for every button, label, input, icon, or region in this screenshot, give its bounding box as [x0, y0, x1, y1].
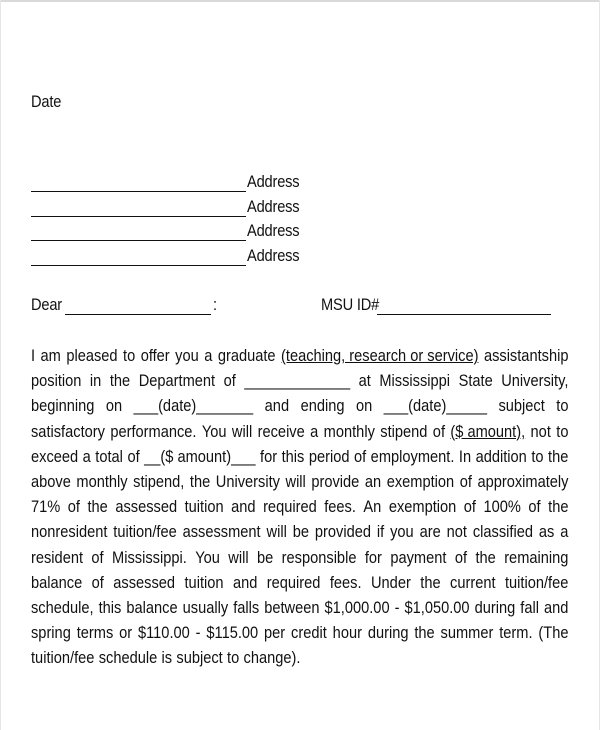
paragraph-word: the: [548, 446, 569, 466]
paragraph-word: schedule,: [31, 598, 94, 618]
paragraph-word: will: [285, 472, 306, 492]
paragraph-word: to: [531, 446, 544, 466]
paragraph-word: for: [364, 547, 382, 567]
paragraph-word: assessed: [113, 572, 176, 592]
address-line-1[interactable]: [31, 170, 308, 192]
paragraph-word: for: [260, 446, 278, 466]
paragraph-word: $110.00: [138, 623, 190, 643]
paragraph-word: classified: [472, 522, 533, 542]
paragraph-word: this: [98, 598, 122, 618]
paragraph-word: a: [310, 421, 319, 441]
paragraph-word: required: [266, 572, 321, 592]
paragraph-word: 100%: [483, 497, 521, 517]
fill-in-blank: ___(date)_______: [133, 396, 254, 416]
paragraph-word: not: [446, 522, 467, 542]
paragraph-word: position: [31, 371, 82, 391]
paragraph-word: satisfactory: [31, 421, 105, 441]
paragraph-word: will: [228, 547, 249, 567]
salutation-row: [31, 295, 571, 319]
paragraph-word: offer: [140, 346, 170, 365]
paragraph-word: the: [475, 547, 496, 567]
paragraph-word: exemption: [386, 472, 455, 492]
paragraph-word: summer: [440, 623, 494, 643]
paragraph-word: a: [82, 446, 91, 466]
paragraph-line: [31, 570, 569, 595]
address-blank[interactable]: [31, 222, 246, 241]
paragraph-line: [31, 519, 569, 544]
paragraph-word: to: [227, 648, 240, 668]
paragraph-word: period: [308, 446, 350, 466]
paragraph-word: be: [292, 522, 309, 542]
paragraph-word: between: [264, 598, 320, 618]
fill-in-blank: _____________: [244, 371, 351, 391]
paragraph-word: required: [263, 497, 317, 517]
paragraph-word: the: [414, 623, 435, 643]
paragraph-word: the: [87, 497, 108, 517]
address-blank[interactable]: [31, 173, 246, 192]
paragraph-word: tuition: [184, 497, 224, 517]
paragraph-word: (The: [538, 623, 569, 643]
paragraph-word: change).: [243, 648, 301, 668]
paragraph-word: pleased: [66, 346, 118, 365]
paragraph-word: $1,000.00: [324, 598, 390, 618]
paragraph-word: assistantship: [483, 346, 569, 365]
paragraph-word: subject: [498, 396, 545, 416]
paragraph-word: 71%: [31, 497, 61, 517]
paragraph-word: you: [390, 522, 414, 542]
page-edge-top: [0, 0, 600, 2]
fill-in-blank: __($ amount)___: [144, 446, 256, 466]
paragraph-word: and: [264, 396, 290, 416]
paragraph-word: falls: [233, 598, 260, 618]
msu-id-label: MSU ID#: [321, 295, 380, 314]
paragraph-word: provide: [311, 472, 360, 492]
paragraph-word: the: [420, 572, 441, 592]
paragraph-word: this: [281, 446, 305, 466]
paragraph-word: fees.: [324, 497, 356, 517]
paragraph-word: above: [31, 472, 71, 492]
paragraph-line: [31, 595, 569, 620]
fill-in-blank: ___(date)_____: [383, 396, 487, 416]
paragraph-word: payment: [390, 547, 447, 567]
paragraph-word: per: [264, 623, 286, 643]
paragraph-word: Under: [370, 572, 411, 592]
address-label: Address: [247, 197, 300, 216]
paragraph-word: are: [419, 522, 441, 542]
paragraph-word: of: [127, 446, 140, 466]
paragraph-word: and: [232, 572, 258, 592]
paragraph-word: monthly: [76, 472, 128, 492]
paragraph-line: [31, 343, 569, 368]
address-line-3[interactable]: [31, 219, 308, 241]
paragraph-word: if: [376, 522, 385, 542]
paragraph-word: of: [353, 446, 367, 466]
paragraph-line: [31, 469, 569, 494]
paragraph-word: receive: [257, 421, 305, 441]
paragraph-word: as: [538, 522, 555, 542]
paragraph-word: at: [358, 371, 371, 391]
paragraph-word: to: [556, 396, 569, 416]
paragraph-word: remaining: [504, 547, 569, 567]
paragraph-word: a: [560, 522, 569, 542]
paragraph-word: a: [204, 346, 213, 365]
address-blank[interactable]: [31, 198, 246, 217]
paragraph-word: fees.: [329, 572, 362, 592]
paragraph-word: of: [91, 547, 104, 567]
paragraph-word: University: [215, 472, 280, 492]
paragraph-word: resident: [31, 547, 84, 567]
paragraph-word: tuition/fee: [31, 648, 95, 668]
paragraph-word: credit: [291, 623, 327, 643]
paragraph-word: will: [231, 421, 253, 441]
paragraph-word: employment.: [370, 446, 455, 466]
paragraph-word: In: [458, 446, 472, 466]
paragraph-word: of: [463, 497, 476, 517]
paragraph-word: -: [195, 623, 201, 643]
paragraph-line: [31, 545, 569, 570]
address-label: Address: [247, 172, 300, 191]
address-blank[interactable]: [31, 247, 246, 266]
address-label: Address: [247, 221, 300, 240]
paragraph-word: on: [355, 396, 373, 416]
paragraph-word: of: [459, 472, 472, 492]
paragraph-word: an: [364, 472, 382, 492]
offer-paragraph: [31, 343, 569, 671]
paragraph-word: not: [530, 421, 551, 441]
paragraph-word: terms: [76, 623, 114, 643]
paragraph-word: will: [266, 522, 287, 542]
paragraph-word: monthly: [323, 421, 375, 441]
paragraph-word: am: [40, 346, 61, 365]
paragraph-word: addition: [475, 446, 527, 466]
paragraph-word: ending: [300, 396, 345, 416]
paragraph-line: [31, 419, 569, 444]
salutation-colon: :: [213, 295, 217, 314]
recipient-name-blank[interactable]: [65, 314, 211, 315]
paragraph-word: term.: [499, 623, 533, 643]
paragraph-word: tuition/fee: [113, 522, 177, 542]
paragraph-word: Mississippi: [379, 371, 451, 391]
paragraph-word: to: [123, 346, 136, 365]
paragraph-word: provided: [314, 522, 371, 542]
paragraph-word: to: [556, 421, 569, 441]
paragraph-word: fall: [520, 598, 539, 618]
paragraph-word: balance: [31, 572, 83, 592]
paragraph-word: exceed: [31, 446, 79, 466]
paragraph-line: [31, 645, 569, 670]
page-edge-left: [0, 0, 1, 730]
date-label: Date: [31, 92, 62, 111]
paragraph-word: $1,050.00: [404, 598, 470, 618]
paragraph-word: hour: [332, 623, 362, 643]
msu-id-blank[interactable]: [377, 314, 551, 315]
paragraph-word: stipend: [380, 421, 428, 441]
paragraph-word: $115.00: [206, 623, 259, 643]
paragraph-word: of: [91, 572, 104, 592]
paragraph-word: approximately: [477, 472, 569, 492]
paragraph-word: balance: [126, 598, 178, 618]
paragraph-word: of: [528, 497, 541, 517]
paragraph-word: An: [363, 497, 382, 517]
paragraph-word: You: [195, 547, 220, 567]
paragraph-word: Mississippi.: [112, 547, 187, 567]
paragraph-word: You: [201, 421, 227, 441]
paragraph-word: of: [67, 497, 80, 517]
paragraph-word: nonresident: [31, 522, 108, 542]
paragraph-word: spring: [31, 623, 71, 643]
paragraph-word: usually: [182, 598, 229, 618]
paragraph-word: graduate: [217, 346, 276, 365]
paragraph-word: the: [189, 472, 211, 492]
salutation: Dear: [31, 295, 63, 314]
paragraph-word: during: [367, 623, 409, 643]
paragraph-word: performance.: [110, 421, 197, 441]
paragraph-word: Department: [138, 371, 216, 391]
paragraph-line: [31, 620, 569, 645]
paragraph-word: and: [543, 598, 569, 618]
paragraph-word: -: [394, 598, 400, 618]
paragraph-word: tuition: [184, 572, 224, 592]
paragraph-word: assessed: [115, 497, 178, 517]
address-line-2[interactable]: [31, 195, 308, 217]
paragraph-word: of: [432, 421, 446, 441]
address-line-4[interactable]: [31, 244, 308, 266]
paragraph-word: the: [109, 371, 131, 391]
paragraph-word: the: [548, 497, 569, 517]
paragraph-word: stipend,: [133, 472, 185, 492]
placeholder-field: (teaching, research or service): [281, 346, 479, 365]
paragraph-word: I: [31, 346, 36, 365]
paragraph-word: of: [454, 547, 468, 567]
paragraph-word: State: [458, 371, 493, 391]
paragraph-word: or: [119, 623, 133, 643]
paragraph-word: assessment: [182, 522, 261, 542]
paragraph-line: [31, 393, 569, 418]
paragraph-word: current: [450, 572, 496, 592]
paragraph-word: total: [95, 446, 123, 466]
paragraph-line: [31, 494, 569, 519]
paragraph-word: of: [223, 371, 236, 391]
paragraph-word: be: [256, 547, 274, 567]
paragraph-word: tuition/fee: [504, 572, 569, 592]
paragraph-word: during: [474, 598, 516, 618]
paragraph-line: [31, 368, 569, 393]
paragraph-word: on: [105, 396, 123, 416]
paragraph-word: exemption: [388, 497, 457, 517]
paragraph-line: [31, 444, 569, 469]
paragraph-word: responsible: [281, 547, 357, 567]
paragraph-word: schedule: [98, 648, 158, 668]
paragraph-word: beginning: [31, 396, 95, 416]
paragraph-word: you: [175, 346, 199, 365]
paragraph-word: and: [231, 497, 256, 517]
paragraph-word: is: [161, 648, 173, 668]
paragraph-word: University,: [501, 371, 569, 391]
placeholder-field: ($ amount),: [450, 421, 526, 441]
paragraph-word: in: [89, 371, 102, 391]
paragraph-word: subject: [176, 648, 223, 668]
address-label: Address: [247, 246, 300, 265]
